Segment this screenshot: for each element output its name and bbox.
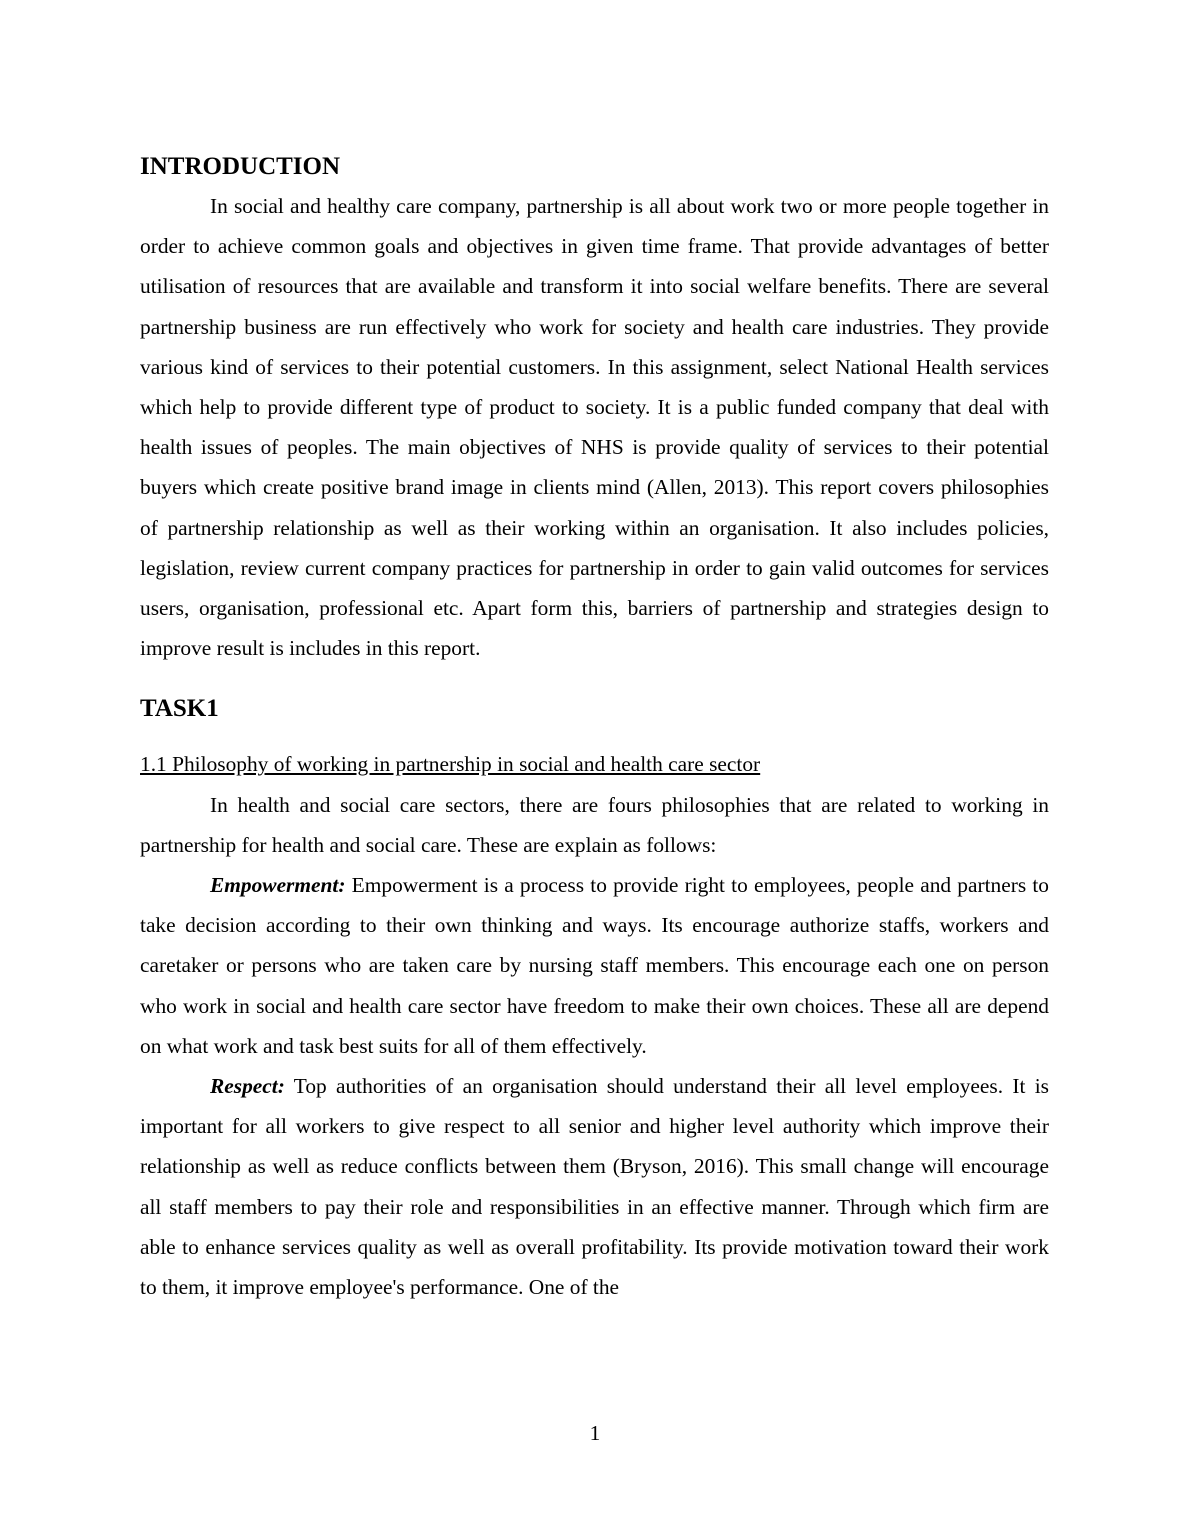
page-number: 1	[589, 1421, 601, 1445]
introduction-heading: INTRODUCTION	[140, 153, 341, 180]
respect-paragraph	[140, 1066, 1049, 1307]
task1-heading: TASK1	[140, 695, 219, 723]
document-page	[140, 148, 1049, 1307]
section-subheading: 1.1 Philosophy of working in partnership in social and health care sector	[140, 752, 761, 777]
respect-term: Respect:	[210, 1074, 285, 1099]
introduction-paragraph: In social and healthy care company, partnership is all about work two or more people together in order to achieve common goals and objectives in given time frame. That provide advantages of better utilisation of resources that are available and transform it into social welfare benefits. There are several partnership business are run effectively who work for society and health care industries. They provide various kind of services to their potential customers. In this assignment, select National Health services which help to provide different type of product to society. It is a public funded company that deal with health issues of peoples. The main objectives of NHS is provide quality of services to their potential buyers which create positive brand image in clients mind (Allen, 2013). This report covers philosophies of partnership relationship as well as their working within an organisation. It also includes policies, legislation, review current company practices for partnership in order to gain valid outcomes for services users, organisation, professional etc. Apart form this, barriers of partnership and strategies design to improve result is includes in this report.	[140, 194, 1049, 661]
empowerment-term: Empowerment:	[210, 873, 346, 898]
empowerment-paragraph	[140, 865, 1049, 1066]
respect-text: Top authorities of an organisation should understand their all level employees. It is important for all workers to give respect to all senior and higher level authority which improve their relationship as well as reduce conflicts between them (Bryson, 2016). This small change will encourage all staff members to pay their role and responsibilities in an effective manner. Through which firm are able to enhance services quality as well as overall profitability. Its provide motivation toward their work to them, it improve employee's performance. One of the	[140, 1074, 1049, 1300]
philosophy-lead-paragraph: In health and social care sectors, there are fours philosophies that are related to working in partnership for health and social care. These are explain as follows:	[140, 792, 1049, 857]
empowerment-text: Empowerment is a process to provide right to employees, people and partners to take decision according to their own thinking and ways. Its encourage authorize staffs, workers and caretaker or persons who are taken care by nursing staff members. This encourage each one on person who work in social and health care sector have freedom to make their own choices. These all are depend on what work and task best suits for all of them effectively.	[140, 873, 1049, 1058]
